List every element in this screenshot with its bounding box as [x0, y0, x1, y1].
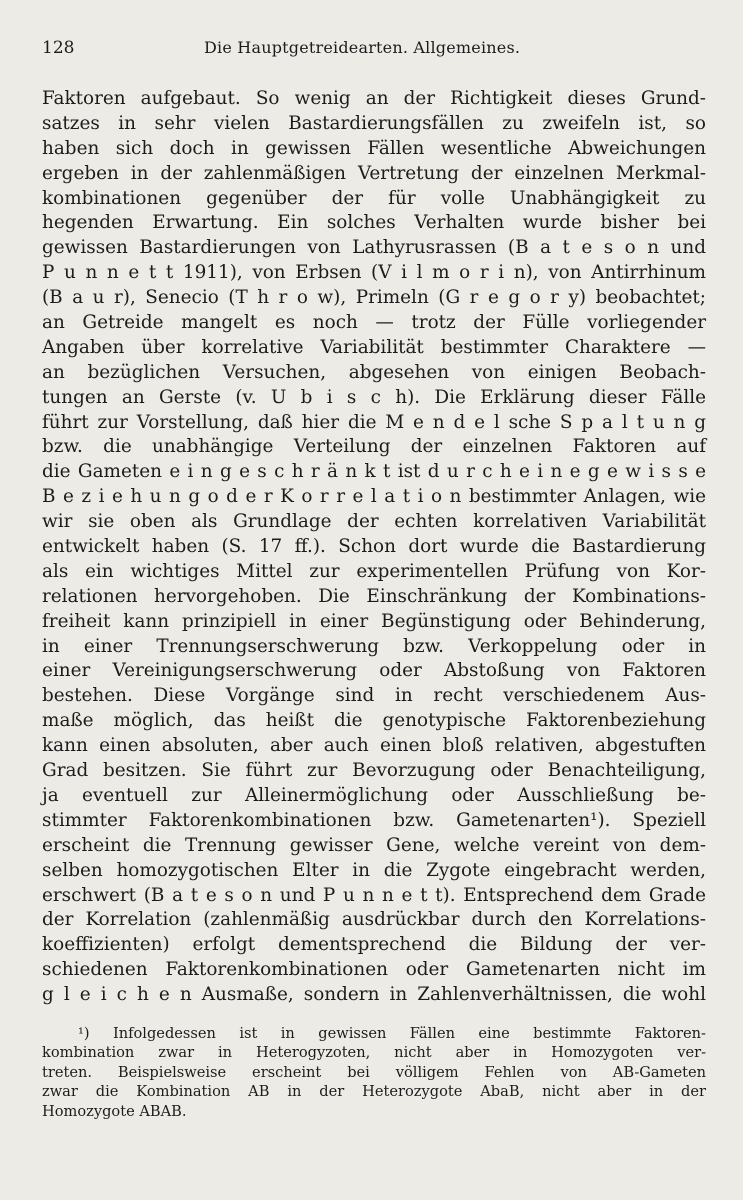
text-line: freiheit kann prinzipiell in einer Begünstigung oder Behinderung,: [42, 610, 706, 632]
page-number: 128: [42, 38, 75, 58]
footnote-line: zwar die Kombination AB in der Heterozygote AbaB, nicht aber in der: [42, 1083, 706, 1101]
text-line: erscheint die Trennung gewisser Gene, welche vereint von dem-: [42, 834, 706, 856]
footnote-line: ¹) Infolgedessen ist in gewissen Fällen eine bestimmte Faktoren-: [78, 1025, 706, 1042]
text-line: ergeben in der zahlenmäßigen Vertretung der einzelnen Merkmal-: [42, 162, 706, 184]
footnote: [42, 1024, 706, 1121]
page-header: [42, 38, 703, 62]
text-line: haben sich doch in gewissen Fällen wesentliche Abweichungen: [42, 137, 706, 159]
text-line: die Gameten e i n g e s c h r ä n k t ist d u r c h e i n e g e w i s s e: [42, 461, 706, 483]
text-line: selben homozygotischen Elter in die Zygote eingebracht werden,: [42, 859, 706, 881]
text-line: wir sie oben als Grundlage der echten korrelativen Variabilität: [42, 511, 706, 533]
text-line: P u n n e t t 1911), von Erbsen (V i l m o r i n), von Antirrhinum: [42, 262, 706, 284]
text-line: einer Vereinigungserschwerung oder Abstoßung von Faktoren: [42, 660, 706, 682]
text-line: tungen an Gerste (v. U b i s c h). Die Erklärung dieser Fälle: [42, 386, 706, 408]
text-line: maße möglich, das heißt die genotypische Faktorenbeziehung: [42, 710, 706, 732]
text-line: kann einen absoluten, aber auch einen bloß relativen, abgestuften: [42, 735, 706, 757]
text-line: führt zur Vorstellung, daß hier die M e n d e l sche S p a l t u n g: [42, 411, 706, 433]
text-line: B e z i e h u n g o d e r K o r r e l a t i o n bestimmter Anlagen, wie: [42, 486, 706, 508]
text-line: als ein wichtiges Mittel zur experimentellen Prüfung von Kor-: [42, 560, 706, 582]
text-line: koeffizienten) erfolgt dementsprechend die Bildung der ver-: [42, 934, 706, 956]
text-line: hegenden Erwartung. Ein solches Verhalten wurde bisher bei: [42, 212, 706, 234]
text-line: schiedenen Faktorenkombinationen oder Gametenarten nicht im: [42, 959, 706, 981]
footnote-line: Homozygote ABAB.: [42, 1102, 187, 1120]
text-line: bzw. die unabhängige Verteilung der einzelnen Faktoren auf: [42, 436, 706, 458]
text-line: ja eventuell zur Alleinermöglichung oder Ausschließung be-: [42, 784, 706, 806]
text-line: der Korrelation (zahlenmäßig ausdrückbar durch den Korrelations-: [42, 909, 706, 931]
text-line: entwickelt haben (S. 17 ff.). Schon dort wurde die Bastardierung: [42, 536, 706, 558]
text-line: satzes in sehr vielen Bastardierungsfällen zu zweifeln ist, so: [42, 112, 706, 134]
text-line: kombinationen gegenüber der für volle Unabhängigkeit zu: [42, 187, 706, 209]
text-line: an bezüglichen Versuchen, abgesehen von einigen Beobach-: [42, 361, 706, 383]
footnote-line: kombination zwar in Heterogyzoten, nicht aber in Homozygoten ver-: [42, 1044, 706, 1062]
text-line: g l e i c h e n Ausmaße, sondern in Zahlenverhältnissen, die wohl: [42, 984, 706, 1006]
text-line: in einer Trennungserschwerung bzw. Verkoppelung oder in: [42, 635, 706, 657]
text-line: Grad besitzen. Sie führt zur Bevorzugung oder Benachteiligung,: [42, 760, 706, 782]
text-line: stimmter Faktorenkombinationen bzw. Gametenarten¹). Speziell: [42, 809, 706, 831]
text-line: relationen hervorgehoben. Die Einschränkung der Kombinations-: [42, 585, 706, 607]
text-line: (B a u r), Senecio (T h r o w), Primeln (G r e g o r y) beobachtet;: [42, 287, 706, 309]
text-line: Faktoren aufgebaut. So wenig an der Richtigkeit dieses Grund-: [42, 88, 706, 109]
running-title: Die Hauptgetreidearten. Allgemeines.: [204, 38, 521, 57]
text-line: bestehen. Diese Vorgänge sind in recht verschiedenem Aus-: [42, 685, 706, 707]
footnote-line: treten. Beispielsweise erscheint bei völligem Fehlen von AB-Gameten: [42, 1063, 706, 1081]
body-text: [42, 87, 706, 1008]
text-line: Angaben über korrelative Variabilität bestimmter Charaktere —: [42, 336, 706, 358]
text-line: an Getreide mangelt es noch — trotz der Fülle vorliegender: [42, 312, 706, 334]
text-line: erschwert (B a t e s o n und P u n n e t t). Entsprechend dem Grade: [42, 884, 706, 906]
text-line: gewissen Bastardierungen von Lathyrusrassen (B a t e s o n und: [42, 237, 706, 259]
